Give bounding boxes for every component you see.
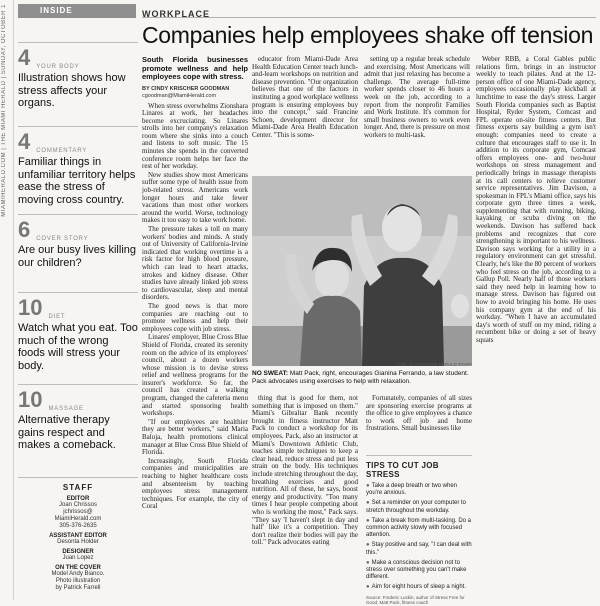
teaser-item[interactable] bbox=[18, 42, 138, 110]
bullet-icon: ● bbox=[366, 542, 370, 549]
article-paragraph: Increasingly, South Florida companies and municipalities are reaching to higher healthcare costs and absenteeism by teaching employees stress management techniques. For example, the city of Coral bbox=[142, 456, 248, 511]
byline-email-link[interactable]: cgoodman@MiamiHerald.com bbox=[142, 92, 217, 99]
staff-role: EDITOR bbox=[66, 496, 90, 502]
tip-text: Take a deep breath or two when you're anxious. bbox=[366, 483, 458, 497]
teaser-page-number: 4 bbox=[18, 129, 31, 154]
bullet-icon: ● bbox=[366, 517, 370, 524]
article-column-3-top bbox=[364, 56, 470, 172]
tip-item bbox=[366, 483, 472, 497]
teaser-headline: Familiar things in unfamiliar territory helps ease the stress of moving cross country. bbox=[18, 156, 136, 206]
staff-title: STAFF bbox=[18, 477, 138, 492]
article-column-2-bottom bbox=[252, 395, 358, 600]
teaser-category: YOUR BODY bbox=[36, 64, 80, 70]
article-paragraph: The pressure takes a toll on many workers' bodies and minds. A study out of University of California-Irvine indicated that working overtime is a risk factor for high blood pressure, which can lead to heart attacks, strokes and kidney disease. Other studies have already linked job stress to cardiovascular, sleep and mental disorders. bbox=[142, 225, 248, 302]
tip-item bbox=[366, 518, 472, 540]
teaser-category: COMMENTARY bbox=[36, 148, 88, 154]
tip-item bbox=[366, 584, 472, 591]
bullet-icon: ● bbox=[366, 584, 370, 591]
teaser-item[interactable] bbox=[18, 292, 138, 372]
article-paragraph: setting up a regular break schedule and exercising. Most Americans will admit that just relaxing has become a challenge. The average full-time worker spends closer to 46 hours a week on the job, according to a report from the nonprofit Families and Work Institute. It's common for small business owners to work even longer. And, there is pressure on most workers to multi-task. bbox=[364, 55, 470, 139]
article-paragraph: Linares' employer, Blue Cross Blue Shield of Florida, created its serenity room on the advice of its employees' council, about a dozen workers whose mission is to devise stress relief and wellness programs for the insurer's workforce. So far, the council has created a walking program, changed the cafeteria menu and started sponsoring health workshops. bbox=[142, 333, 248, 418]
tip-item bbox=[366, 560, 472, 582]
photo-illustration bbox=[252, 176, 472, 366]
inside-sidebar bbox=[18, 22, 138, 600]
staff-line: Model Andy Bianco. bbox=[51, 571, 105, 577]
photo-credit: CARL JUSTE/MIAMI HERALD STAFF bbox=[395, 362, 472, 367]
teaser-page-number: 10 bbox=[18, 295, 43, 320]
teaser-headline: Watch what you eat. Too much of the wrong foods will stress your body. bbox=[18, 322, 138, 372]
tip-item bbox=[366, 542, 472, 556]
teaser-category: COVER STORY bbox=[36, 236, 89, 242]
article-paragraph: When stress overwhelms Zionshara Linares at work, her headaches become excruciating. So Linares strolls into her company's relaxation room where she sinks into a couch and listens to soft music. The 15 minutes she spends in the converted conference room helps her face the rest of her workday. bbox=[142, 101, 248, 171]
byline bbox=[142, 86, 248, 100]
teaser-item[interactable] bbox=[18, 126, 138, 206]
tip-item bbox=[366, 500, 472, 514]
staff-role: ASSISTANT EDITOR bbox=[49, 533, 107, 539]
article-paragraph: thing that is good for them, not something that is imposed on them." Miami's Gibraltar Bank recently brought in fitness instructor Matt Pack to conduct a workshop for its employees. Pack, also an instructor at Miami's Downtown Athletic Club, teaches simple techniques to keep a clear head, reduce stress and put less strain on the body. His techniques include stretching throughout the day, breathing exercises and good nutrition. All of these, he says, boost energy and productivity. "Too many times I hear people competing about who is working the most," Pack says. "They say 'I haven't slept in day and half' like it's a competition. They don't realize their bodies will pay the toll." Pack advocates eating bbox=[252, 394, 358, 547]
tip-text: Set a reminder on your computer to stretch throughout the workday. bbox=[366, 500, 467, 514]
bullet-icon: ● bbox=[366, 483, 370, 489]
teaser-page-number: 10 bbox=[18, 387, 43, 412]
tips-title: TIPS TO CUT JOB STRESS bbox=[366, 461, 439, 479]
tip-text: Aim for eight hours of sleep a night. bbox=[371, 584, 467, 591]
article-paragraph: "If our employees are healthier they are better workers," said Maria Baluja, health promotions clinical manager at Blue Cross Blue Shield of Florida. bbox=[142, 417, 248, 457]
staff-email-link[interactable]: jchrissos@ bbox=[63, 509, 93, 515]
article-paragraph: New studies show most Americans suffer some type of health issue from job-related stress. Americans work longer hours and take fewer vacations than most other workers around the world. Worse, technology makes it too easy to take work home. bbox=[142, 170, 248, 225]
staff-phone: 305-376-2635 bbox=[59, 523, 97, 529]
article-paragraph: The good news is that more companies are reaching out to promote wellness and help their employees cope with job stress. bbox=[142, 301, 248, 333]
staff-line: Juan Lopez bbox=[62, 555, 94, 561]
staff-email-link[interactable]: MiamiHerald.com bbox=[54, 516, 102, 522]
divider bbox=[18, 292, 138, 293]
article-paragraph: educator from Miami-Dade Area Health Education Center teach lunch-and-learn workshops on nutrition and disease prevention. "Our organization believes that one of the factors in instituting a good workplace wellness program is ensuring employees buy into the concept," said Francine Schoen, development director for Miami-Dade Area Health Education Center. "This is some- bbox=[252, 55, 358, 139]
staff-line: Photo illustration bbox=[55, 578, 101, 584]
tip-text: Stay positive and say, "I can deal with this." bbox=[366, 542, 472, 556]
divider bbox=[18, 214, 138, 215]
inside-label: INSIDE bbox=[40, 6, 73, 15]
tip-text: Make a conscious decision not to stress over something you can't make different. bbox=[366, 559, 467, 581]
section-label-bar bbox=[142, 4, 596, 18]
photo-caption bbox=[252, 370, 472, 386]
section-label: WORKPLACE bbox=[142, 9, 210, 19]
staff-line: Desonta Holder bbox=[57, 539, 99, 545]
divider bbox=[18, 42, 138, 43]
article-photo bbox=[252, 176, 472, 366]
divider bbox=[18, 384, 138, 385]
article-column-1 bbox=[142, 56, 248, 600]
teaser-headline: Are our busy lives killing our children? bbox=[18, 244, 136, 269]
staff-box bbox=[18, 477, 138, 592]
teaser-headline: Alternative therapy gains respect and makes a comeback. bbox=[18, 414, 116, 451]
teaser-category: MASSAGE bbox=[48, 406, 84, 412]
article-column-3-bottom bbox=[366, 395, 472, 453]
article-column-2-top bbox=[252, 56, 358, 172]
page-margin-strip bbox=[0, 0, 14, 600]
teaser-headline: Illustration shows how stress affects your organs. bbox=[18, 72, 126, 109]
article-deck: South Florida businesses promote wellness and help employees cope with stress. bbox=[142, 55, 248, 81]
bullet-icon: ● bbox=[366, 500, 370, 507]
article-paragraph: Fortunately, companies of all sizes are sponsoring exercise programs at the office to give employees a chance to work off job and home frustrations. Small businesses like bbox=[366, 394, 472, 433]
article-headline: Companies help employees shake off tension bbox=[142, 22, 594, 48]
teaser-page-number: 6 bbox=[18, 217, 31, 242]
caption-lead: NO SWEAT: bbox=[252, 370, 288, 377]
tips-box bbox=[366, 455, 472, 606]
teaser-category: DIET bbox=[48, 314, 66, 320]
article-paragraph: Weber RBB, a Coral Gables public relations firm, brings in an instructor weekly to teach pilates. And at the 12-person office of one Miami-Dade agency, employees occasionally play kickball at lunchtime to ease the day's stress. Larger South Florida companies such as Baptist Hospital, Ryder System, Comcast and FPL operate on-site fitness centers. But fitness experts say building a gym isn't enough: companies need to create a culture that encourages staff to use it. In addition to its corporate gym, Comcast offers employees one- and two-hour workshops on stress management and periodically brings in massage therapists at its call centers to relieve customer service representatives. Jim Davison, a spokesman in FPL's Miami office, says his corporate gym three times a week, supplementing that with running, biking, kayaking or scuba diving on the weekends. Davison has suffered back problems and recognizes that core strengthening is important to his wellness. Davison says working for a utility in a regulatory environment can get stressful. Clearly, he's like the 80 percent of workers who feel stress on the job, according to a Gallup Poll. Nearly half of those workers said they need help in learning how to manage stress. Davison has figured out how to avoid bringing his home. He uses his company gym at the end of his workday. "When I have an accumulated day's worth of stuff on my mind, riding a recumbent bike or doing a set of heavy squats bbox=[476, 55, 596, 344]
tip-text: Take a break from multi-tasking. Do a common activity slowly with focused attention. bbox=[366, 517, 471, 539]
staff-role: DESIGNER bbox=[62, 549, 94, 555]
divider bbox=[18, 126, 138, 127]
teaser-item[interactable] bbox=[18, 384, 138, 452]
tips-source: Source: Frederic Luskin, author of Stress Free for Good; Matt Pack, fitness coach bbox=[366, 594, 465, 606]
bullet-icon: ● bbox=[366, 559, 370, 566]
staff-line: Joan Chrissos bbox=[58, 502, 97, 508]
article-column-4 bbox=[476, 56, 596, 600]
folio-text: MIAMIHERALD.COM | THE MIAMI HERALD | SUNDAY, OCTOBER 1 bbox=[1, 4, 7, 217]
byline-author: BY CINDY KRISCHER GOODMAN bbox=[142, 85, 230, 92]
staff-role: ON THE COVER bbox=[55, 565, 101, 571]
teaser-item[interactable] bbox=[18, 214, 138, 269]
teaser-page-number: 4 bbox=[18, 45, 31, 70]
inside-label-bar bbox=[18, 4, 136, 18]
staff-line: by Patrick Farrell bbox=[55, 585, 101, 591]
caption-text: Matt Pack, right, encourages Gianina Ferrando, a law student. Pack advocates using exercises to help with relaxation. bbox=[252, 370, 469, 385]
